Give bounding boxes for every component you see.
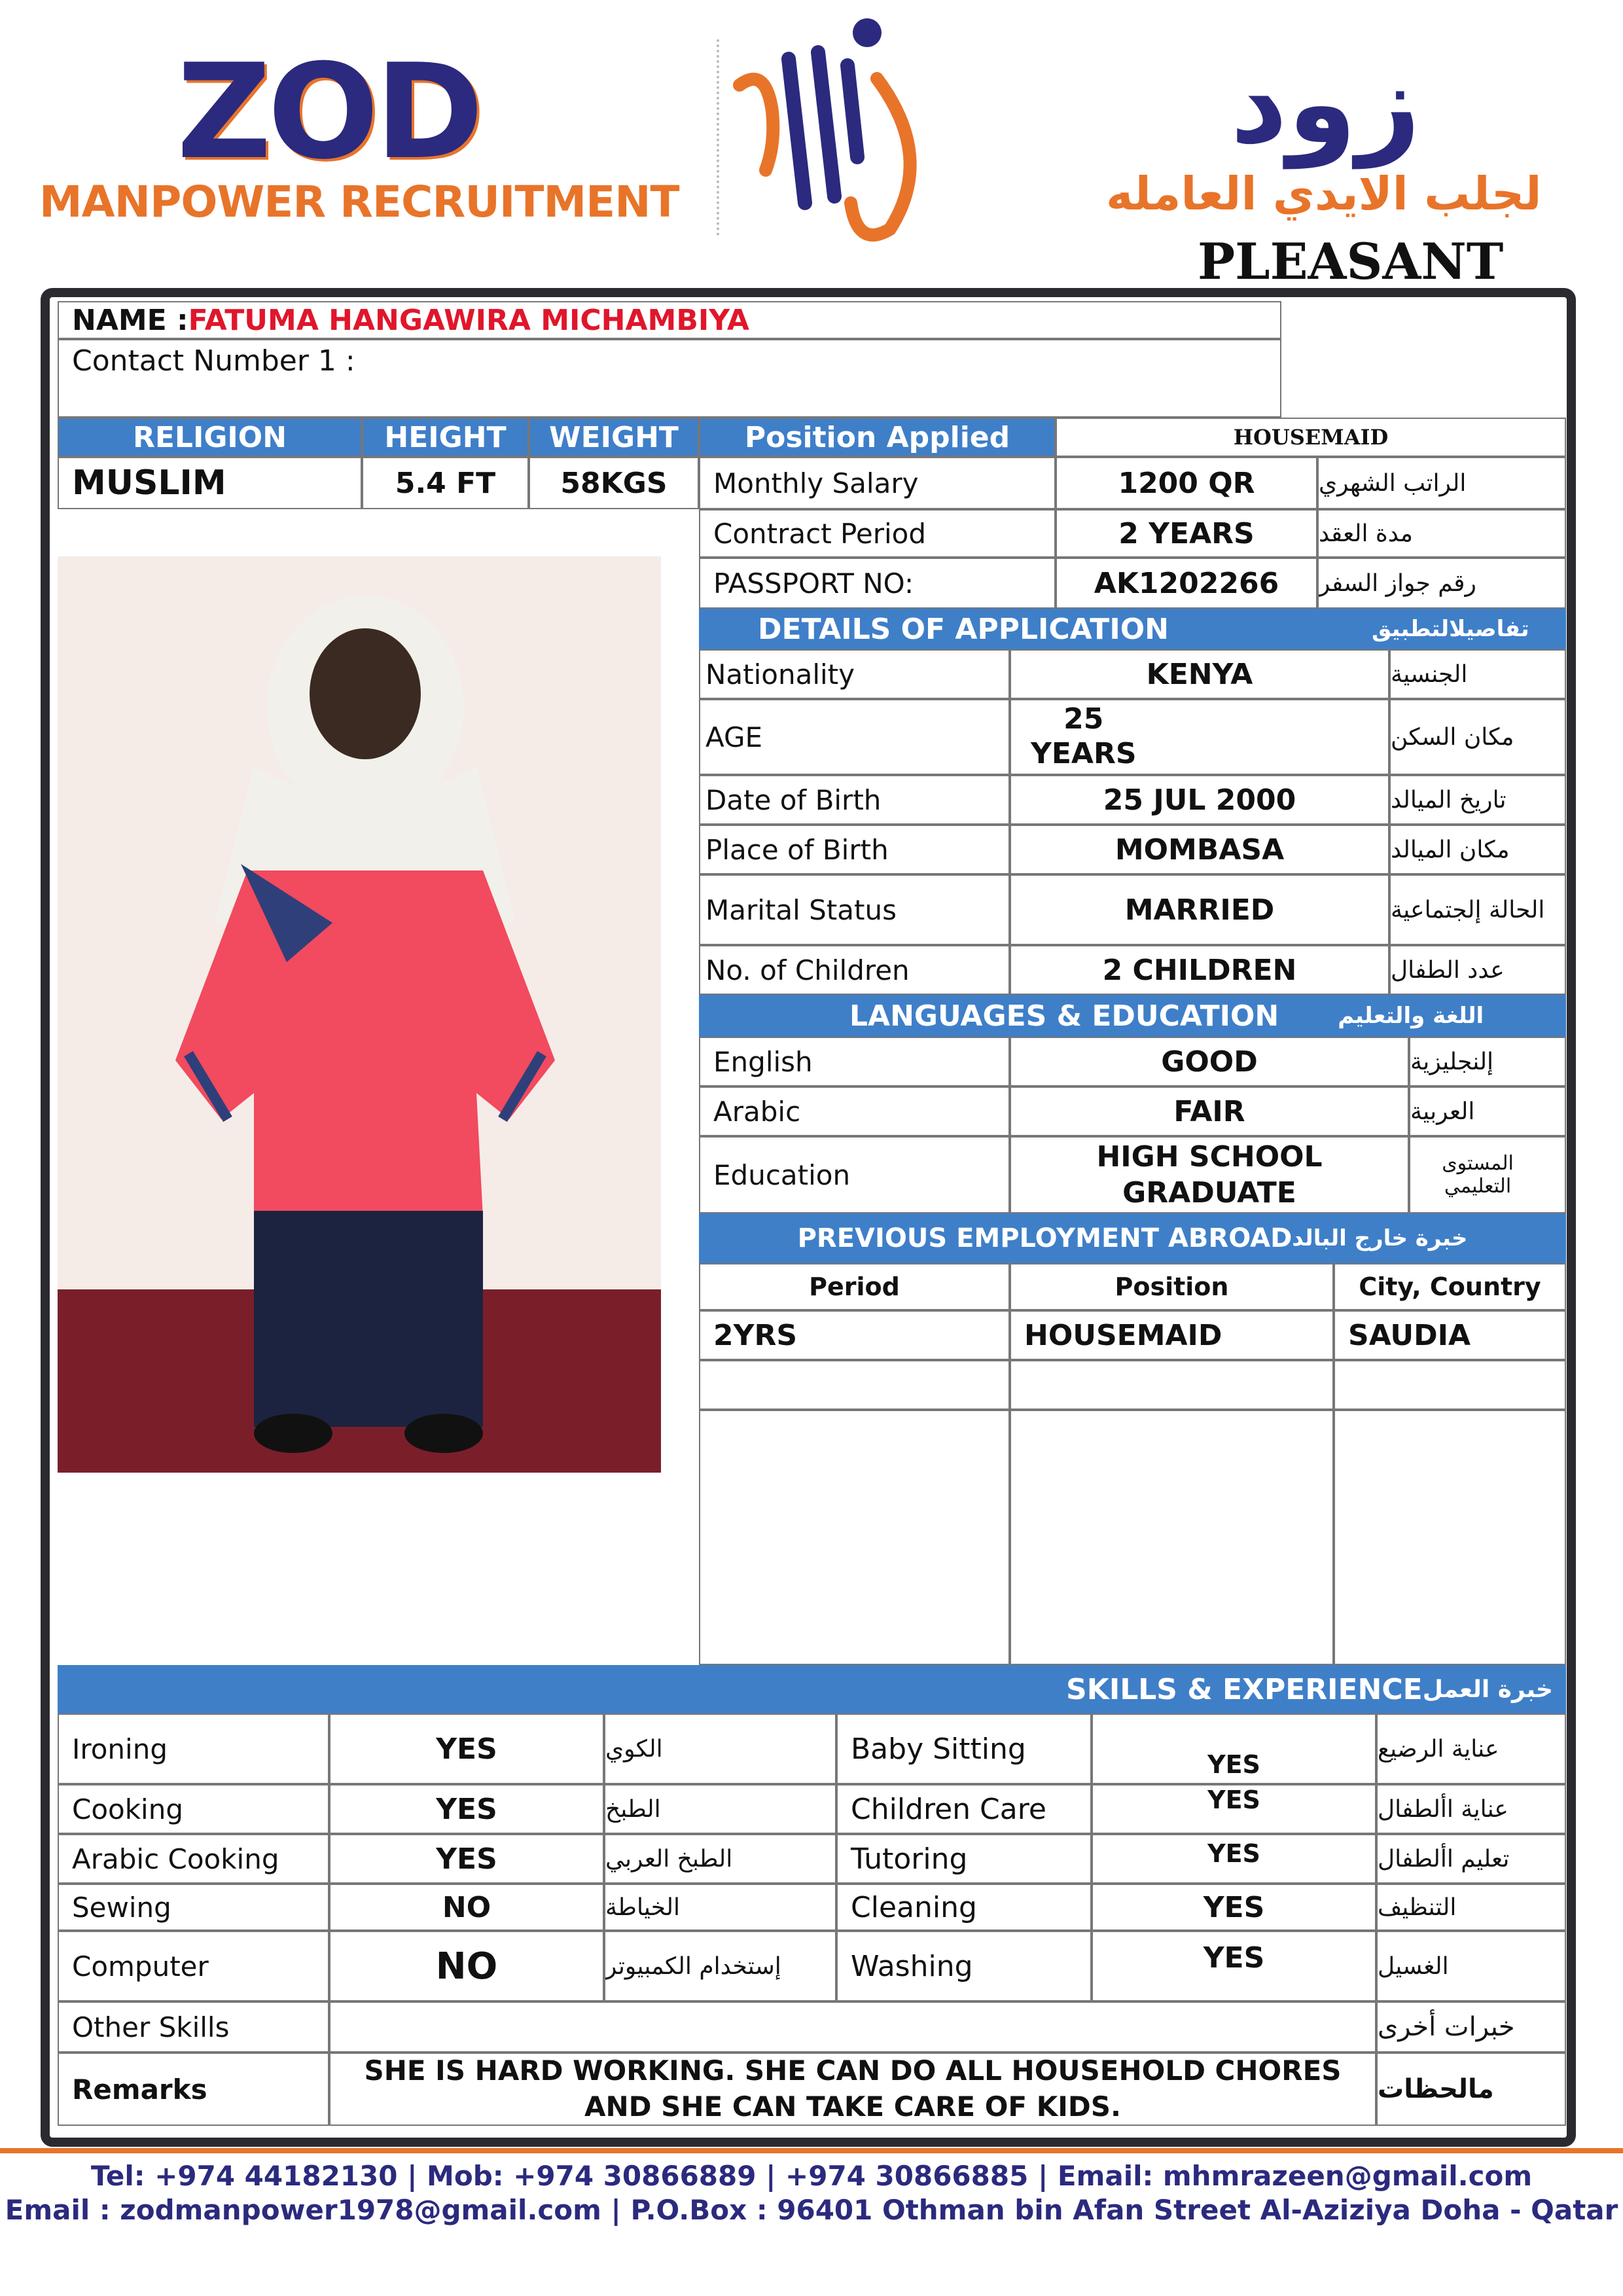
age-value: 25 YEARS [1010,699,1389,775]
skill-arabic: الخياطة [604,1884,836,1931]
contract-period-value: 2 YEARS [1056,509,1317,558]
employment-empty-cell [1334,1360,1566,1410]
contact-row [58,339,1281,418]
arabic-label: Arabic [699,1086,1010,1136]
skill-value: YES [329,1713,604,1784]
position-applied-value: HOUSEMAID [1056,418,1566,457]
employment-row-city: SAUDIA [1334,1310,1566,1360]
skill-arabic: عناية األطفال [1376,1784,1566,1834]
salary-label: Monthly Salary [699,457,1056,509]
skill-arabic: التنظيف [1376,1884,1566,1931]
header-divider [717,39,719,236]
skill-label: Arabic Cooking [58,1834,329,1884]
employment-title: PREVIOUS EMPLOYMENT ABROAD [797,1223,1293,1253]
skill-value: NO [329,1931,604,2001]
dob-value: 25 JUL 2000 [1010,775,1389,825]
dob-arabic: تاريخ الميالد [1389,775,1566,825]
skills-title: SKILLS & EXPERIENCE [1066,1672,1423,1706]
children-value: 2 CHILDREN [1010,945,1389,995]
employment-empty-cell [1010,1410,1334,1665]
nationality-label: Nationality [699,649,1010,699]
skill-arabic: الطبخ العربي [604,1834,836,1884]
employment-empty-cell [1334,1410,1566,1665]
skills-title-arabic: خبرة العمل [1422,1676,1553,1703]
english-arabic: إلنجليزية [1409,1037,1566,1086]
education-value: HIGH SCHOOL GRADUATE [1010,1136,1409,1213]
skill-value: YES [1092,1931,1376,2001]
english-label: English [699,1037,1010,1086]
skill-arabic: تعليم األطفال [1376,1834,1566,1884]
skill-label: Baby Sitting [836,1713,1092,1784]
skill-value: YES [1092,1784,1376,1834]
marital-arabic: الحالة إلجتماعية [1389,874,1566,945]
skill-value: YES [1092,1834,1376,1884]
employment-col-period: Period [699,1263,1010,1310]
details-title: DETAILS OF APPLICATION [758,612,1169,646]
name-row [58,301,1281,339]
contact-label: Contact Number 1 : [72,344,355,378]
english-value: GOOD [1010,1037,1409,1086]
employment-row-period: 2YRS [699,1310,1010,1360]
skill-arabic: الغسيل [1376,1931,1566,2001]
age-arabic: مكان السكن [1389,699,1566,775]
salary-arabic: الراتب الشهري [1317,457,1566,509]
brand-logo-text: ZOD [177,36,480,188]
marital-value: MARRIED [1010,874,1389,945]
education-label: Education [699,1136,1010,1213]
footer-divider [0,2148,1623,2153]
skills-header [58,1665,1566,1713]
pob-arabic: مكان الميالد [1389,825,1566,874]
languages-title: LANGUAGES & EDUCATION [849,999,1279,1033]
employment-empty-cell [1010,1360,1334,1410]
other-skills-value [329,2001,1376,2053]
details-header [699,609,1566,649]
skill-value: YES [329,1834,604,1884]
dob-label: Date of Birth [699,775,1010,825]
agency-name: PLEASANT [1198,232,1504,291]
brand-arabic: زود [1230,39,1421,169]
position-applied-header: Position Applied [699,418,1056,457]
remarks-text: SHE IS HARD WORKING. SHE CAN DO ALL HOUSEHOLD CHORES AND SHE CAN TAKE CARE OF KIDS. [329,2053,1376,2126]
nationality-value: KENYA [1010,649,1389,699]
name-label: NAME : [72,303,188,337]
age-label: AGE [699,699,1010,775]
skill-arabic: الطبخ [604,1784,836,1834]
brand-arabic-subtitle: لجلب الايدي العامله [1106,167,1542,221]
details-title-arabic: تفاصيلالتطبيق [1371,616,1529,642]
children-label: No. of Children [699,945,1010,995]
skill-label: Ironing [58,1713,329,1784]
skill-value: YES [329,1784,604,1834]
footer-contact-line-2: Email : zodmanpower1978@gmail.com | P.O.Box : 96401 Othman bin Afan Street Al-Aziziya Doha - Qatar [5,2194,1618,2226]
height-value: 5.4 FT [362,457,529,509]
religion-header: RELIGION [58,418,362,457]
employment-row-position: HOUSEMAID [1010,1310,1334,1360]
contract-period-label: Contract Period [699,509,1056,558]
other-skills-label: Other Skills [58,2001,329,2053]
skill-value: NO [329,1884,604,1931]
weight-header: WEIGHT [529,418,699,457]
skill-value: YES [1092,1884,1376,1931]
languages-header [699,995,1566,1037]
skill-arabic: الكوي [604,1713,836,1784]
marital-label: Marital Status [699,874,1010,945]
passport-label: PASSPORT NO: [699,558,1056,609]
employment-empty-cell [699,1360,1010,1410]
remarks-arabic: مالحظات [1376,2053,1566,2126]
skill-label: Cooking [58,1784,329,1834]
brand-logo-icon [726,7,936,255]
candidate-name: FATUMA HANGAWIRA MICHAMBIYA [188,303,749,337]
arabic-value: FAIR [1010,1086,1409,1136]
weight-value: 58KGS [529,457,699,509]
skill-arabic: عناية الرضيع [1376,1713,1566,1784]
contract-period-arabic: مدة العقد [1317,509,1566,558]
passport-value: AK1202266 [1056,558,1317,609]
skill-label: Tutoring [836,1834,1092,1884]
skill-label: Sewing [58,1884,329,1931]
pob-label: Place of Birth [699,825,1010,874]
brand-subtitle: MANPOWER RECRUITMENT [39,177,679,227]
photo-area [58,509,699,1665]
pob-value: MOMBASA [1010,825,1389,874]
height-header: HEIGHT [362,418,529,457]
employment-empty-cell [699,1410,1010,1665]
remarks-label: Remarks [58,2053,329,2126]
footer-contact-line-1: Tel: +974 44182130 | Mob: +974 30866889 | +974 30866885 | Email: mhmrazeen@gmail.com [90,2160,1533,2192]
employment-header [699,1213,1566,1263]
skill-label: Children Care [836,1784,1092,1834]
skill-label: Computer [58,1931,329,2001]
children-arabic: عدد الطفال [1389,945,1566,995]
skill-arabic: إستخدام الكمبيوتر [604,1931,836,2001]
skill-label: Cleaning [836,1884,1092,1931]
passport-arabic: رقم جواز السفر [1317,558,1566,609]
salary-value: 1200 QR [1056,457,1317,509]
languages-title-arabic: اللغة والتعليم [1338,1003,1484,1029]
employment-col-city: City, Country [1334,1263,1566,1310]
religion-value: MUSLIM [58,457,362,509]
arabic-arabic: العربية [1409,1086,1566,1136]
education-arabic: المستوى التعليمي [1409,1136,1566,1213]
employment-col-position: Position [1010,1263,1334,1310]
employment-title-arabic: خبرة خارج البالد [1292,1225,1468,1251]
skill-label: Washing [836,1931,1092,2001]
nationality-arabic: الجنسية [1389,649,1566,699]
other-skills-arabic: خبرات أخرى [1376,2001,1566,2053]
skill-value: YES [1092,1713,1376,1784]
